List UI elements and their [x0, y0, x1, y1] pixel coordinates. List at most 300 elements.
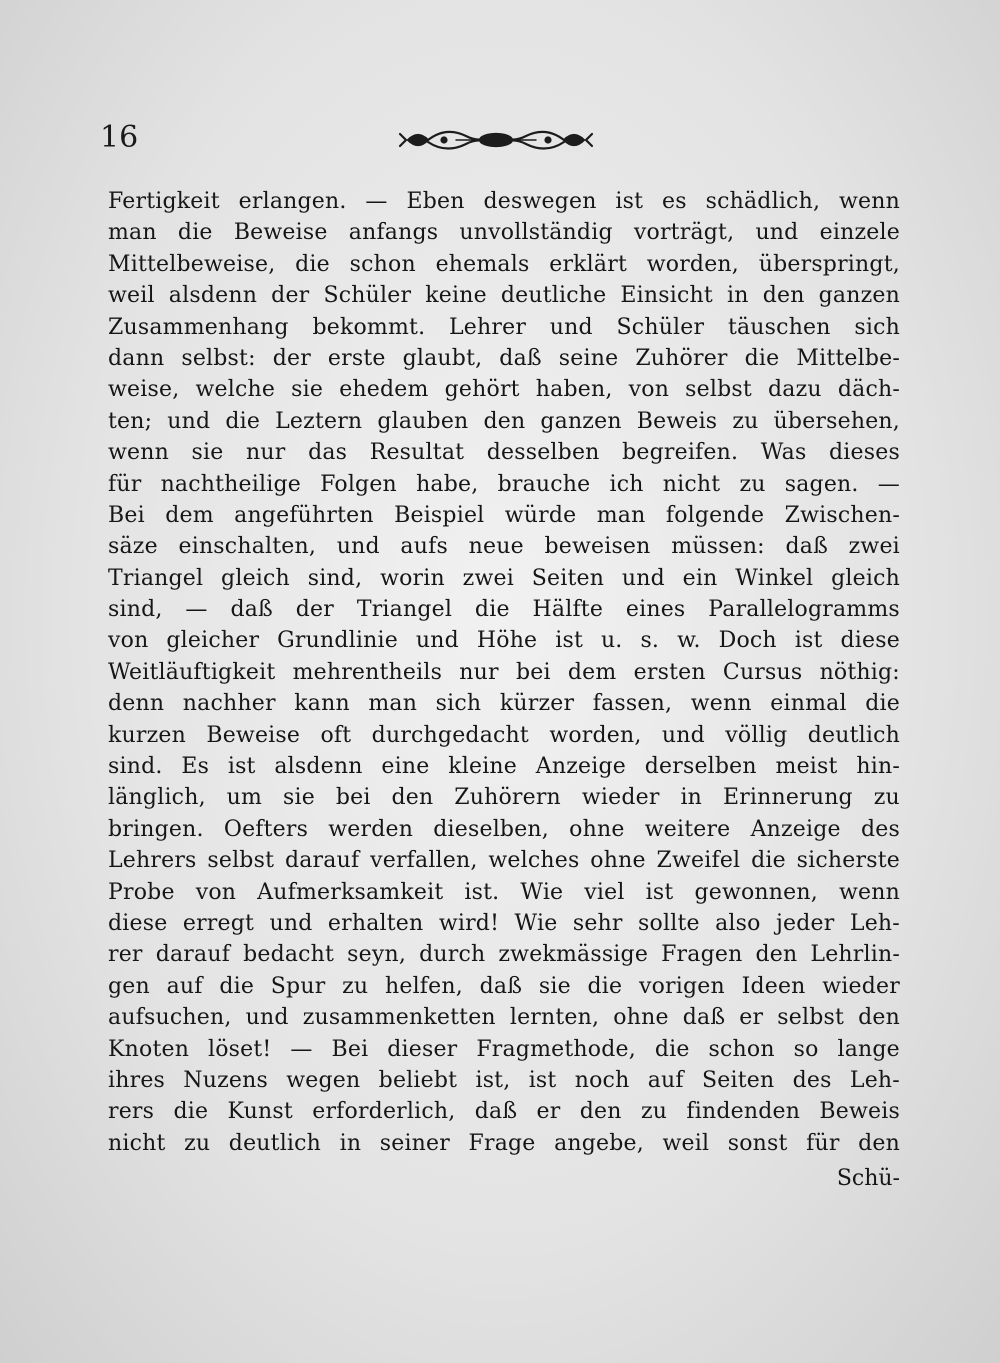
word: alsdenn	[274, 754, 363, 780]
word: lernten,	[509, 1005, 600, 1031]
word: dazu	[768, 377, 822, 403]
word: Erinnerung	[722, 785, 853, 811]
word: deutlich	[807, 722, 900, 748]
word: Bei	[331, 1036, 369, 1062]
word: Beweise	[206, 722, 301, 748]
word: neue	[468, 534, 524, 560]
word: säze	[108, 534, 158, 560]
word: brauche	[497, 471, 591, 497]
word: Zweifel	[656, 848, 741, 874]
word: Weitläuftigkeit	[108, 659, 276, 685]
word: jeder	[776, 910, 835, 936]
word: man	[108, 220, 157, 246]
word: alsdenn	[168, 283, 258, 309]
text-line	[108, 688, 900, 719]
word: ist	[615, 189, 644, 214]
word: sonst	[727, 1130, 788, 1156]
word: die	[177, 220, 213, 246]
word: Schüler	[323, 283, 412, 309]
word: in	[727, 283, 749, 309]
word: Wie	[514, 910, 558, 936]
word: weil	[662, 1130, 710, 1156]
word: meist	[775, 754, 838, 780]
word: daß	[499, 345, 542, 371]
ornament-icon	[396, 120, 596, 160]
word: nachtheilige	[160, 471, 301, 497]
word: Probe	[108, 879, 175, 905]
word: anfangs	[348, 220, 439, 246]
text-line	[108, 563, 900, 594]
word: Frage	[468, 1130, 536, 1156]
word: Beispiel	[394, 502, 485, 528]
word: das	[308, 440, 348, 466]
word: Ideen	[741, 973, 806, 999]
word: verfallen,	[370, 848, 478, 874]
text-line	[108, 249, 900, 280]
word: angebe,	[554, 1130, 644, 1156]
word: u.	[600, 628, 623, 654]
word: ein	[682, 565, 718, 591]
word: Lehrers	[108, 848, 197, 874]
word: weil	[108, 283, 155, 309]
word: glaubt,	[402, 345, 483, 371]
word: vorigen	[638, 973, 725, 999]
word: von	[108, 628, 149, 654]
word: fassen,	[592, 691, 673, 717]
word: Zusammenhang	[108, 314, 289, 340]
word: müssen:	[671, 534, 765, 560]
word: es	[662, 189, 687, 214]
word: schon	[708, 1036, 775, 1062]
word: Lehrer	[449, 314, 527, 340]
word: Beweise	[233, 220, 328, 246]
word: darauf	[155, 942, 231, 968]
word: ehemals	[435, 251, 530, 277]
word: ehedem	[339, 377, 429, 403]
word: werden	[328, 816, 414, 842]
word: desselben	[486, 440, 600, 466]
word: Nuzens	[183, 1067, 268, 1093]
word: zwei	[462, 565, 514, 591]
word: überspringt,	[758, 251, 900, 277]
word: die	[654, 1036, 690, 1062]
word: gen	[108, 973, 150, 999]
text-line	[108, 657, 900, 688]
word: —	[877, 471, 900, 497]
word: Spur	[270, 973, 326, 999]
word: den	[762, 283, 805, 309]
word: sollte	[638, 910, 700, 936]
word: sich	[435, 691, 482, 717]
word: auf	[166, 973, 203, 999]
word: seiner	[379, 1130, 450, 1156]
text-line	[108, 1096, 900, 1127]
word: sie	[282, 785, 315, 811]
word: und	[167, 408, 211, 434]
word: der	[295, 597, 334, 623]
word: ganzen	[540, 408, 622, 434]
word: durch	[419, 942, 486, 968]
word: Knoten	[108, 1036, 190, 1062]
word: aufsuchen,	[108, 1005, 232, 1031]
word: die	[751, 848, 786, 874]
word: gehört	[444, 377, 520, 403]
word: gleich	[831, 565, 900, 591]
word: lange	[837, 1036, 900, 1062]
word: Seiten	[531, 565, 605, 591]
word: dieselben,	[433, 816, 549, 842]
word: Winkel	[735, 565, 814, 591]
word: erste	[327, 345, 386, 371]
word: helfen,	[384, 973, 463, 999]
word: man	[368, 691, 418, 717]
word: findenden	[686, 1099, 801, 1125]
text-line	[108, 1065, 900, 1096]
word: also	[715, 910, 761, 936]
word: die	[474, 597, 510, 623]
word: des	[860, 816, 900, 842]
word: nachher	[182, 691, 276, 717]
word: unvollständig	[459, 220, 613, 246]
word: täuschen	[727, 314, 831, 340]
word: des	[792, 1067, 832, 1093]
word: folgende	[665, 502, 765, 528]
word: Leh-	[849, 910, 900, 936]
word: dieser	[387, 1036, 458, 1062]
word: und	[549, 314, 593, 340]
word: sagen.	[784, 471, 859, 497]
word: erforderlich,	[312, 1099, 456, 1125]
word: darauf	[284, 848, 360, 874]
word: zusammenketten	[302, 1005, 496, 1031]
word: einschalten,	[178, 534, 317, 560]
word: Folgen	[320, 471, 397, 497]
word: oft	[320, 722, 352, 748]
word: hin-	[856, 754, 900, 780]
word: s.	[640, 628, 660, 654]
word: worin	[380, 565, 445, 591]
text-line	[108, 1034, 900, 1065]
word: wird!	[438, 910, 500, 936]
word: sie	[191, 440, 224, 466]
word: deutliche	[500, 283, 607, 309]
word: Zwischen-	[784, 502, 900, 528]
text-line	[108, 343, 900, 374]
word: die	[219, 973, 255, 999]
word: kürzer	[499, 691, 575, 717]
word: sie	[538, 973, 571, 999]
text-line	[108, 877, 900, 908]
word: sehr	[572, 910, 623, 936]
word: —	[185, 597, 208, 623]
text-line	[108, 594, 900, 625]
word: daß	[682, 1005, 726, 1031]
word: löset!	[208, 1036, 272, 1062]
word: vorträgt,	[633, 220, 735, 246]
word: sich	[854, 314, 900, 340]
word: Aufmerksamkeit	[257, 879, 444, 905]
word: Beweis	[819, 1099, 900, 1125]
word: nöthig:	[819, 659, 900, 685]
text-line	[108, 908, 900, 939]
word: ist,	[475, 1067, 511, 1093]
word: Lehrlin-	[810, 942, 900, 968]
word: zu	[640, 1099, 668, 1125]
word: ganzen	[818, 283, 900, 309]
word: daß	[230, 597, 273, 623]
word: und	[621, 565, 665, 591]
word: aufs	[400, 534, 448, 560]
word: in	[680, 785, 703, 811]
word: dieses	[829, 440, 900, 466]
word: man	[596, 502, 646, 528]
word: nicht	[108, 1130, 166, 1156]
word: deutlich	[228, 1130, 322, 1156]
word: so	[793, 1036, 819, 1062]
word: noch	[574, 1067, 630, 1093]
word: von	[628, 377, 670, 403]
word: rers	[108, 1099, 155, 1125]
word: Mittelbeweise,	[108, 251, 276, 277]
word: zu	[873, 785, 900, 811]
word: Parallelogramms	[708, 597, 900, 623]
word: deswegen	[483, 189, 597, 214]
word: gewonnen,	[694, 879, 818, 905]
word: wenn	[838, 879, 900, 905]
word: Resultat	[369, 440, 465, 466]
word: nur	[459, 659, 499, 685]
word: er	[739, 1005, 764, 1031]
text-line	[108, 1128, 900, 1159]
word: Zuhörern	[454, 785, 561, 811]
word: rer	[108, 942, 143, 968]
word: Kunst	[227, 1099, 293, 1125]
word: durchgedacht	[371, 722, 529, 748]
word: gleich	[221, 565, 290, 591]
word: w.	[677, 628, 701, 654]
word: den	[755, 942, 798, 968]
word: wieder	[822, 973, 900, 999]
word: Fertigkeit	[108, 189, 220, 214]
text-line	[108, 280, 900, 311]
word: beweisen	[544, 534, 651, 560]
word: auf	[647, 1067, 684, 1093]
word: würde	[504, 502, 577, 528]
word: sind.	[108, 754, 163, 780]
word: eines	[625, 597, 686, 623]
word: wenn	[108, 440, 169, 466]
word: wieder	[581, 785, 660, 811]
word: in	[339, 1130, 362, 1156]
word: Oefters	[223, 816, 309, 842]
text-line	[108, 1002, 900, 1033]
word: übersehen,	[773, 408, 900, 434]
text-line	[108, 625, 900, 656]
word: ohne	[590, 848, 646, 874]
word: weitere	[644, 816, 731, 842]
word: Leztern	[275, 408, 363, 434]
word: die	[865, 691, 900, 717]
word: Beweis	[636, 408, 718, 434]
word: einzele	[819, 220, 900, 246]
word: und	[269, 910, 313, 936]
word: zu	[342, 973, 369, 999]
word: Doch	[718, 628, 777, 654]
word: Cursus	[722, 659, 803, 685]
word: dann	[108, 345, 165, 371]
word: ohne	[613, 1005, 669, 1031]
word: Wie	[520, 879, 564, 905]
word: ist.	[464, 879, 500, 905]
word: ist	[227, 754, 256, 780]
word: wegen	[286, 1067, 361, 1093]
word: Grundlinie	[277, 628, 398, 654]
word: ist	[645, 879, 674, 905]
word: den	[483, 408, 526, 434]
word: Anzeige	[750, 816, 841, 842]
word: kleine	[448, 754, 518, 780]
word: erklärt	[549, 251, 627, 277]
word: sind,	[108, 597, 163, 623]
word: Was	[760, 440, 807, 466]
word: glauben	[377, 408, 469, 434]
word: völlig	[725, 722, 788, 748]
word: Es	[181, 754, 210, 780]
word: ihres	[108, 1067, 166, 1093]
word: um	[226, 785, 263, 811]
word: selbst	[685, 377, 752, 403]
word: ich	[609, 471, 644, 497]
word: Einsicht	[620, 283, 713, 309]
text-line	[108, 186, 900, 217]
word: ist	[794, 628, 823, 654]
word: daß	[785, 534, 828, 560]
word: seyn,	[347, 942, 407, 968]
word: bekommt.	[312, 314, 426, 340]
text-line	[108, 406, 900, 437]
word: Hälfte	[532, 597, 604, 623]
word: daß	[479, 973, 523, 999]
word: denn	[108, 691, 165, 717]
word: zu	[184, 1130, 211, 1156]
word: schädlich,	[705, 189, 821, 214]
text-line	[108, 814, 900, 845]
word: einmal	[770, 691, 847, 717]
word: kurzen	[108, 722, 186, 748]
word: ist	[528, 1067, 557, 1093]
word: kann	[294, 691, 350, 717]
word: den	[858, 1130, 900, 1156]
word: Seiten	[702, 1067, 775, 1093]
word: erregt	[182, 910, 255, 936]
page-header	[100, 118, 900, 168]
word: für	[108, 471, 142, 497]
text-line	[108, 531, 900, 562]
word: und	[336, 534, 380, 560]
word: der	[272, 345, 311, 371]
word: die	[744, 345, 780, 371]
word: zwekmässige	[498, 942, 649, 968]
word: daß	[474, 1099, 518, 1125]
word: Fragen	[661, 942, 743, 968]
text-line	[108, 782, 900, 813]
word: viel	[584, 879, 625, 905]
word: dem	[567, 659, 617, 685]
word: Eben	[406, 189, 465, 214]
word: die	[225, 408, 261, 434]
word: bei	[515, 659, 551, 685]
text-line	[108, 374, 900, 405]
word: Fragmethode,	[476, 1036, 636, 1062]
word: zu	[739, 471, 766, 497]
word: haben,	[535, 377, 613, 403]
word: —	[365, 189, 388, 214]
word: weise,	[108, 377, 180, 403]
word: mehrentheils	[292, 659, 443, 685]
text-line	[108, 939, 900, 970]
word: dem	[165, 502, 214, 528]
word: welche	[195, 377, 276, 403]
word: selbst:	[181, 345, 256, 371]
text-line	[108, 312, 900, 343]
word: bei	[335, 785, 371, 811]
word: Triangel	[356, 597, 453, 623]
word: habe,	[416, 471, 479, 497]
word: die	[587, 973, 623, 999]
catchword: Schü-	[836, 1166, 900, 1191]
text-line	[108, 469, 900, 500]
word: den	[579, 1099, 622, 1125]
word: und	[415, 628, 459, 654]
word: und	[661, 722, 705, 748]
word: Anzeige	[535, 754, 626, 780]
word: beliebt	[378, 1067, 458, 1093]
text-line	[108, 751, 900, 782]
page-number: 16	[100, 120, 139, 155]
word: die	[295, 251, 330, 277]
word: ersten	[633, 659, 706, 685]
word: ohne	[569, 816, 625, 842]
word: Zuhörer	[635, 345, 728, 371]
word: erlangen.	[238, 189, 347, 214]
text-line	[108, 720, 900, 751]
word: Bei	[108, 502, 145, 528]
word: wenn	[690, 691, 752, 717]
word: däch-	[837, 377, 900, 403]
text-line	[108, 217, 900, 248]
word: angeführten	[234, 502, 374, 528]
word: diese	[840, 628, 900, 654]
word: diese	[108, 910, 168, 936]
word: derselben	[644, 754, 757, 780]
word: den	[858, 1005, 900, 1031]
word: Schüler	[616, 314, 705, 340]
word: zu	[732, 408, 759, 434]
word: nur	[246, 440, 286, 466]
word: selbst	[777, 1005, 845, 1031]
word: keine	[425, 283, 487, 309]
word: sind,	[307, 565, 363, 591]
body-text	[108, 186, 900, 1159]
word: von	[195, 879, 237, 905]
word: Höhe	[476, 628, 538, 654]
word: bedacht	[243, 942, 335, 968]
word: schon	[349, 251, 416, 277]
word: der	[271, 283, 310, 309]
word: den	[391, 785, 434, 811]
text-line	[108, 500, 900, 531]
word: —	[290, 1036, 313, 1062]
